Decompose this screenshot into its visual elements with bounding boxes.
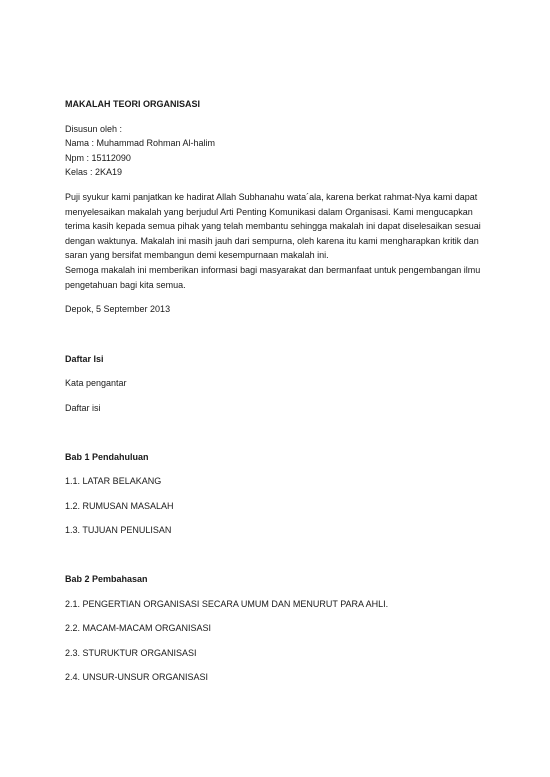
preface-paragraph — [65, 190, 495, 292]
toc-item: 1.3. TUJUAN PENULISAN — [65, 525, 172, 536]
place-date: Depok, 5 September 2013 — [65, 304, 171, 315]
toc-item: Kata pengantar — [65, 378, 127, 389]
preface-line: Puji syukur kami panjatkan ke hadirat Allah Subhanahu wata´ala, karena berkat rahmat-Nya kami dapat — [65, 191, 478, 202]
chapter-1-heading: Bab 1 Pendahuluan — [65, 451, 149, 462]
toc-item: 2.4. UNSUR-UNSUR ORGANISASI — [65, 672, 209, 683]
author-kelas: Kelas : 2KA19 — [65, 167, 123, 178]
document-title: MAKALAH TEORI ORGANISASI — [65, 99, 200, 109]
preface-line: menyelesaikan makalah yang berjudul Arti Penting Komunikasi dalam Organisasi. Kami mengucapkan — [65, 206, 473, 217]
author-name: Nama : Muhammad Rohman Al-halim — [65, 138, 216, 149]
toc-item: 1.2. RUMUSAN MASALAH — [65, 500, 174, 511]
toc-item: 1.1. LATAR BELAKANG — [65, 476, 162, 487]
author-heading: Disusun oleh : — [65, 123, 123, 134]
author-block — [65, 122, 495, 180]
toc-item: Daftar isi — [65, 402, 101, 413]
chapter-2-heading: Bab 2 Pembahasan — [65, 574, 148, 585]
chapter-1 — [65, 450, 495, 538]
preface-line: Semoga makalah ini memberikan informasi bagi masyarakat dan bermanfaat untuk pengembangan ilmu — [65, 264, 481, 275]
preface-line: pengetahuan bagi kita semua. — [65, 279, 186, 290]
preface-line: terima kasih kepada semua pihak yang telah membantu sehingga makalah ini dapat diselesaikan sesuai — [65, 221, 481, 232]
author-npm: Npm : 15112090 — [65, 152, 131, 163]
table-of-contents — [65, 352, 495, 415]
toc-heading: Daftar Isi — [65, 353, 104, 364]
preface-line: saran yang bersifat membangun demi kesempurnaan makalah ini. — [65, 250, 329, 261]
chapter-2 — [65, 572, 495, 684]
toc-item: 2.3. STURUKTUR ORGANISASI — [65, 647, 197, 658]
preface-line: dengan waktunya. Makalah ini masih jauh dari sempurna, oleh karena itu kami mengharapkan kritik dan — [65, 235, 479, 246]
document-content — [65, 97, 495, 694]
toc-item: 2.2. MACAM-MACAM ORGANISASI — [65, 623, 212, 634]
toc-item: 2.1. PENGERTIAN ORGANISASI SECARA UMUM DAN MENURUT PARA AHLI. — [65, 598, 389, 609]
